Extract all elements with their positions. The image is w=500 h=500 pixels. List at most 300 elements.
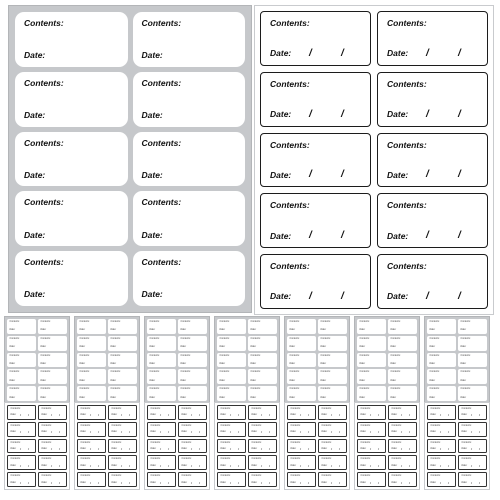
date-label: Date: [79,328,86,332]
contents-label: Contents: [9,353,20,357]
date-separator: / [458,108,461,120]
contents-label: Contents: [430,423,441,427]
date-separator: / [448,480,449,485]
label-grid [357,319,417,401]
sticker-label [287,455,316,470]
date-separator: / [51,413,52,418]
date-label: Date: [10,430,17,434]
contents-label: Contents: [150,423,161,427]
contents-label: Contents: [290,423,301,427]
date-label: Date: [41,480,48,484]
contents-label: Contents: [141,257,182,268]
sticker-label [7,472,36,487]
contents-label: Contents: [359,336,370,340]
contents-label: Contents: [290,474,301,478]
date-separator: / [28,463,29,468]
sticker-label [77,439,106,454]
date-separator: / [479,480,480,485]
date-separator: / [448,413,449,418]
date-separator: / [300,463,301,468]
contents-label: Contents: [387,139,427,150]
sticker-label [7,405,36,420]
date-label: Date: [359,328,366,332]
date-label: Date: [289,361,296,365]
contents-label: Contents: [289,320,300,323]
sticker-label [318,422,347,437]
contents-label: Contents: [41,407,52,410]
contents-label: Contents: [461,440,472,444]
contents-label: Contents: [110,320,121,323]
date-separator: / [98,480,99,485]
date-separator: / [160,480,161,485]
contents-label: Contents: [10,474,21,478]
label-grid [147,319,207,401]
date-label: Date: [460,378,467,382]
contents-label: Contents: [290,457,301,461]
date-label: Date: [24,169,46,180]
sticker-label [178,405,207,420]
sticker-label [377,72,488,127]
contents-label: Contents: [461,474,472,478]
date-separator: / [90,480,91,485]
sticker-label [38,439,67,454]
contents-label: Contents: [219,320,230,323]
sticker-label [7,455,36,470]
date-label: Date: [141,50,163,61]
date-label: Date: [290,413,297,417]
date-label: Date: [40,395,47,399]
sticker-label [287,336,316,351]
date-separator: / [479,413,480,418]
label-sheet-gray-small [214,316,280,404]
sticker-label [427,405,456,420]
date-separator: / [448,463,449,468]
date-separator: / [331,413,332,418]
date-separator: / [341,47,344,59]
date-separator: / [479,446,480,451]
date-label: Date: [9,395,16,399]
date-label: Date: [429,328,436,332]
date-label: Date: [430,430,437,434]
date-label: Date: [387,169,409,180]
contents-label: Contents: [391,457,402,461]
date-label: Date: [290,463,297,467]
date-label: Date: [79,345,86,349]
sticker-label [260,254,371,309]
date-label: Date: [9,361,16,365]
contents-label: Contents: [141,197,182,208]
sticker-label [77,319,106,334]
contents-label: Contents: [80,407,91,410]
contents-label: Contents: [10,457,21,461]
sticker-label [377,193,488,248]
date-separator: / [129,480,130,485]
label-sheet-white-small [4,402,70,490]
sticker-label [38,386,67,401]
date-separator: / [308,446,309,451]
date-separator: / [331,480,332,485]
date-separator: / [339,413,340,418]
sticker-label [217,439,246,454]
date-separator: / [401,413,402,418]
contents-label: Contents: [220,407,231,410]
date-separator: / [129,463,130,468]
contents-label: Contents: [321,407,332,410]
date-label: Date: [41,463,48,467]
date-separator: / [59,430,60,435]
sticker-label [458,369,487,384]
date-separator: / [238,480,239,485]
date-label: Date: [461,446,468,450]
date-separator: / [440,430,441,435]
label-sheet-white-big [254,5,494,315]
contents-label: Contents: [250,387,261,391]
date-separator: / [308,413,309,418]
date-label: Date: [290,430,297,434]
date-label: Date: [219,328,226,332]
sticker-label [388,405,417,420]
date-separator: / [426,47,429,59]
sticker-label [458,439,487,454]
date-label: Date: [250,378,257,382]
date-separator: / [370,480,371,485]
sticker-label [388,336,417,351]
contents-label: Contents: [391,407,402,410]
date-label: Date: [219,378,226,382]
contents-label: Contents: [321,423,332,427]
date-label: Date: [290,446,297,450]
sticker-label [15,72,128,127]
contents-label: Contents: [390,320,401,323]
date-label: Date: [141,229,163,240]
date-label: Date: [250,361,257,365]
sticker-label [427,336,456,351]
date-label: Date: [141,110,163,121]
contents-label: Contents: [360,407,371,410]
contents-label: Contents: [460,336,471,340]
date-label: Date: [320,361,327,365]
sticker-label [248,405,277,420]
date-separator: / [230,463,231,468]
date-label: Date: [80,446,87,450]
date-label: Date: [289,328,296,332]
date-separator: / [309,47,312,59]
date-label: Date: [430,446,437,450]
date-label: Date: [181,430,188,434]
date-separator: / [331,463,332,468]
date-separator: / [199,446,200,451]
contents-label: Contents: [110,353,121,357]
date-label: Date: [270,169,292,180]
date-separator: / [440,446,441,451]
contents-label: Contents: [320,336,331,340]
sticker-label [357,386,386,401]
date-label: Date: [181,413,188,417]
contents-label: Contents: [391,440,402,444]
sticker-label [318,455,347,470]
date-separator: / [90,430,91,435]
date-separator: / [20,446,21,451]
contents-label: Contents: [111,407,122,410]
contents-label: Contents: [180,353,191,357]
date-label: Date: [461,413,468,417]
label-grid [217,405,277,487]
sticker-label [178,319,207,334]
contents-label: Contents: [219,353,230,357]
contents-label: Contents: [251,407,262,410]
sticker-label [108,405,137,420]
contents-label: Contents: [429,336,440,340]
date-label: Date: [150,446,157,450]
contents-label: Contents: [270,139,310,150]
sticker-label [388,386,417,401]
contents-label: Contents: [150,474,161,478]
contents-label: Contents: [321,457,332,461]
date-separator: / [401,446,402,451]
sticker-label [427,386,456,401]
contents-label: Contents: [181,474,192,478]
sticker-label [427,472,456,487]
sticker-label [38,336,67,351]
label-sheet-gray-big [8,5,252,313]
date-separator: / [59,480,60,485]
contents-label: Contents: [220,457,231,461]
sticker-label [427,455,456,470]
sticker-label [458,319,487,334]
sticker-label [458,472,487,487]
contents-label: Contents: [390,353,401,357]
sticker-label [108,353,137,368]
sticker-label [260,72,371,127]
date-separator: / [129,430,130,435]
date-separator: / [458,290,461,302]
sticker-label [147,405,176,420]
contents-label: Contents: [79,370,90,374]
contents-label: Contents: [387,18,427,28]
date-label: Date: [360,446,367,450]
sticker-label [77,472,106,487]
date-separator: / [199,463,200,468]
date-label: Date: [391,413,398,417]
sticker-label [248,422,277,437]
contents-label: Contents: [181,423,192,427]
date-separator: / [339,463,340,468]
date-label: Date: [10,446,17,450]
contents-label: Contents: [10,423,21,427]
contents-label: Contents: [360,457,371,461]
date-separator: / [409,480,410,485]
contents-label: Contents: [10,440,21,444]
date-label: Date: [220,430,227,434]
date-label: Date: [320,378,327,382]
sticker-label [287,319,316,334]
date-label: Date: [359,345,366,349]
sticker-label [318,439,347,454]
date-separator: / [51,446,52,451]
date-separator: / [300,446,301,451]
contents-label: Contents: [180,387,191,391]
date-separator: / [300,413,301,418]
date-label: Date: [40,378,47,382]
contents-label: Contents: [149,370,160,374]
date-label: Date: [461,430,468,434]
date-separator: / [191,480,192,485]
contents-label: Contents: [251,423,262,427]
sticker-label [458,386,487,401]
date-label: Date: [79,378,86,382]
date-label: Date: [460,345,467,349]
sticker-label [7,319,36,334]
sticker-label [287,472,316,487]
sticker-label [287,405,316,420]
contents-label: Contents: [40,387,51,391]
contents-label: Contents: [250,353,261,357]
date-separator: / [440,463,441,468]
sticker-label [427,353,456,368]
contents-label: Contents: [10,407,21,410]
date-label: Date: [110,328,117,332]
date-separator: / [168,463,169,468]
label-sheet-white-small [424,402,490,490]
date-label: Date: [220,413,227,417]
sticker-label [133,12,246,67]
date-separator: / [401,480,402,485]
date-label: Date: [250,395,257,399]
contents-label: Contents: [79,353,90,357]
date-label: Date: [180,361,187,365]
contents-label: Contents: [390,387,401,391]
date-label: Date: [41,430,48,434]
date-separator: / [168,446,169,451]
label-sheet-gray-small [4,316,70,404]
date-label: Date: [251,463,258,467]
date-separator: / [269,413,270,418]
contents-label: Contents: [149,336,160,340]
contents-label: Contents: [429,320,440,323]
contents-label: Contents: [24,257,64,268]
sticker-label [357,353,386,368]
date-label: Date: [111,463,118,467]
sticker-label [260,133,371,188]
sticker-label [15,251,128,306]
date-label: Date: [180,395,187,399]
date-label: Date: [220,480,227,484]
date-separator: / [458,47,461,59]
date-label: Date: [110,395,117,399]
contents-label: Contents: [40,353,51,357]
date-separator: / [261,480,262,485]
date-label: Date: [251,413,258,417]
contents-label: Contents: [181,440,192,444]
contents-label: Contents: [250,320,261,323]
date-separator: / [339,480,340,485]
contents-label: Contents: [79,336,90,340]
sticker-label [248,353,277,368]
contents-label: Contents: [41,474,52,478]
label-grid [287,319,347,401]
date-separator: / [448,430,449,435]
sticker-label [77,353,106,368]
sticker-label [108,369,137,384]
sticker-label [427,319,456,334]
date-label: Date: [360,413,367,417]
sticker-label [38,353,67,368]
contents-label: Contents: [251,474,262,478]
date-separator: / [479,430,480,435]
date-separator: / [448,446,449,451]
date-label: Date: [10,480,17,484]
sticker-label [15,12,128,67]
date-separator: / [191,463,192,468]
date-separator: / [191,430,192,435]
date-label: Date: [391,430,398,434]
contents-label: Contents: [141,77,182,88]
sticker-label [108,439,137,454]
date-label: Date: [321,430,328,434]
sticker-label [108,386,137,401]
sticker-label [377,11,488,66]
sticker-label [318,369,347,384]
sticker-label [178,336,207,351]
sticker-label [377,254,488,309]
date-label: Date: [10,413,17,417]
label-sheet-gray-small [284,316,350,404]
date-separator: / [308,463,309,468]
date-separator: / [409,463,410,468]
contents-label: Contents: [180,370,191,374]
contents-label: Contents: [110,336,121,340]
sticker-label [248,369,277,384]
date-separator: / [370,446,371,451]
contents-label: Contents: [289,387,300,391]
date-separator: / [378,413,379,418]
sticker-label [147,336,176,351]
date-separator: / [20,463,21,468]
date-label: Date: [180,345,187,349]
contents-label: Contents: [387,261,427,272]
sticker-label [133,191,246,246]
label-grid [287,405,347,487]
label-sheet-white-small [284,402,350,490]
date-separator: / [238,446,239,451]
contents-label: Contents: [150,440,161,444]
date-separator: / [401,430,402,435]
contents-label: Contents: [9,320,20,323]
sticker-label [248,439,277,454]
sticker-label [357,472,386,487]
contents-label: Contents: [141,18,182,28]
sticker-label [260,193,371,248]
date-label: Date: [181,463,188,467]
label-grid [427,319,487,401]
date-separator: / [28,413,29,418]
sticker-label [287,386,316,401]
sticker-label [248,472,277,487]
sticker-label [7,386,36,401]
contents-label: Contents: [181,407,192,410]
date-label: Date: [390,345,397,349]
contents-label: Contents: [111,423,122,427]
sticker-label [15,191,128,246]
contents-label: Contents: [270,261,310,272]
date-separator: / [378,480,379,485]
sticker-label [458,455,487,470]
date-separator: / [230,413,231,418]
date-label: Date: [360,463,367,467]
date-separator: / [378,463,379,468]
date-label: Date: [359,395,366,399]
date-separator: / [471,446,472,451]
